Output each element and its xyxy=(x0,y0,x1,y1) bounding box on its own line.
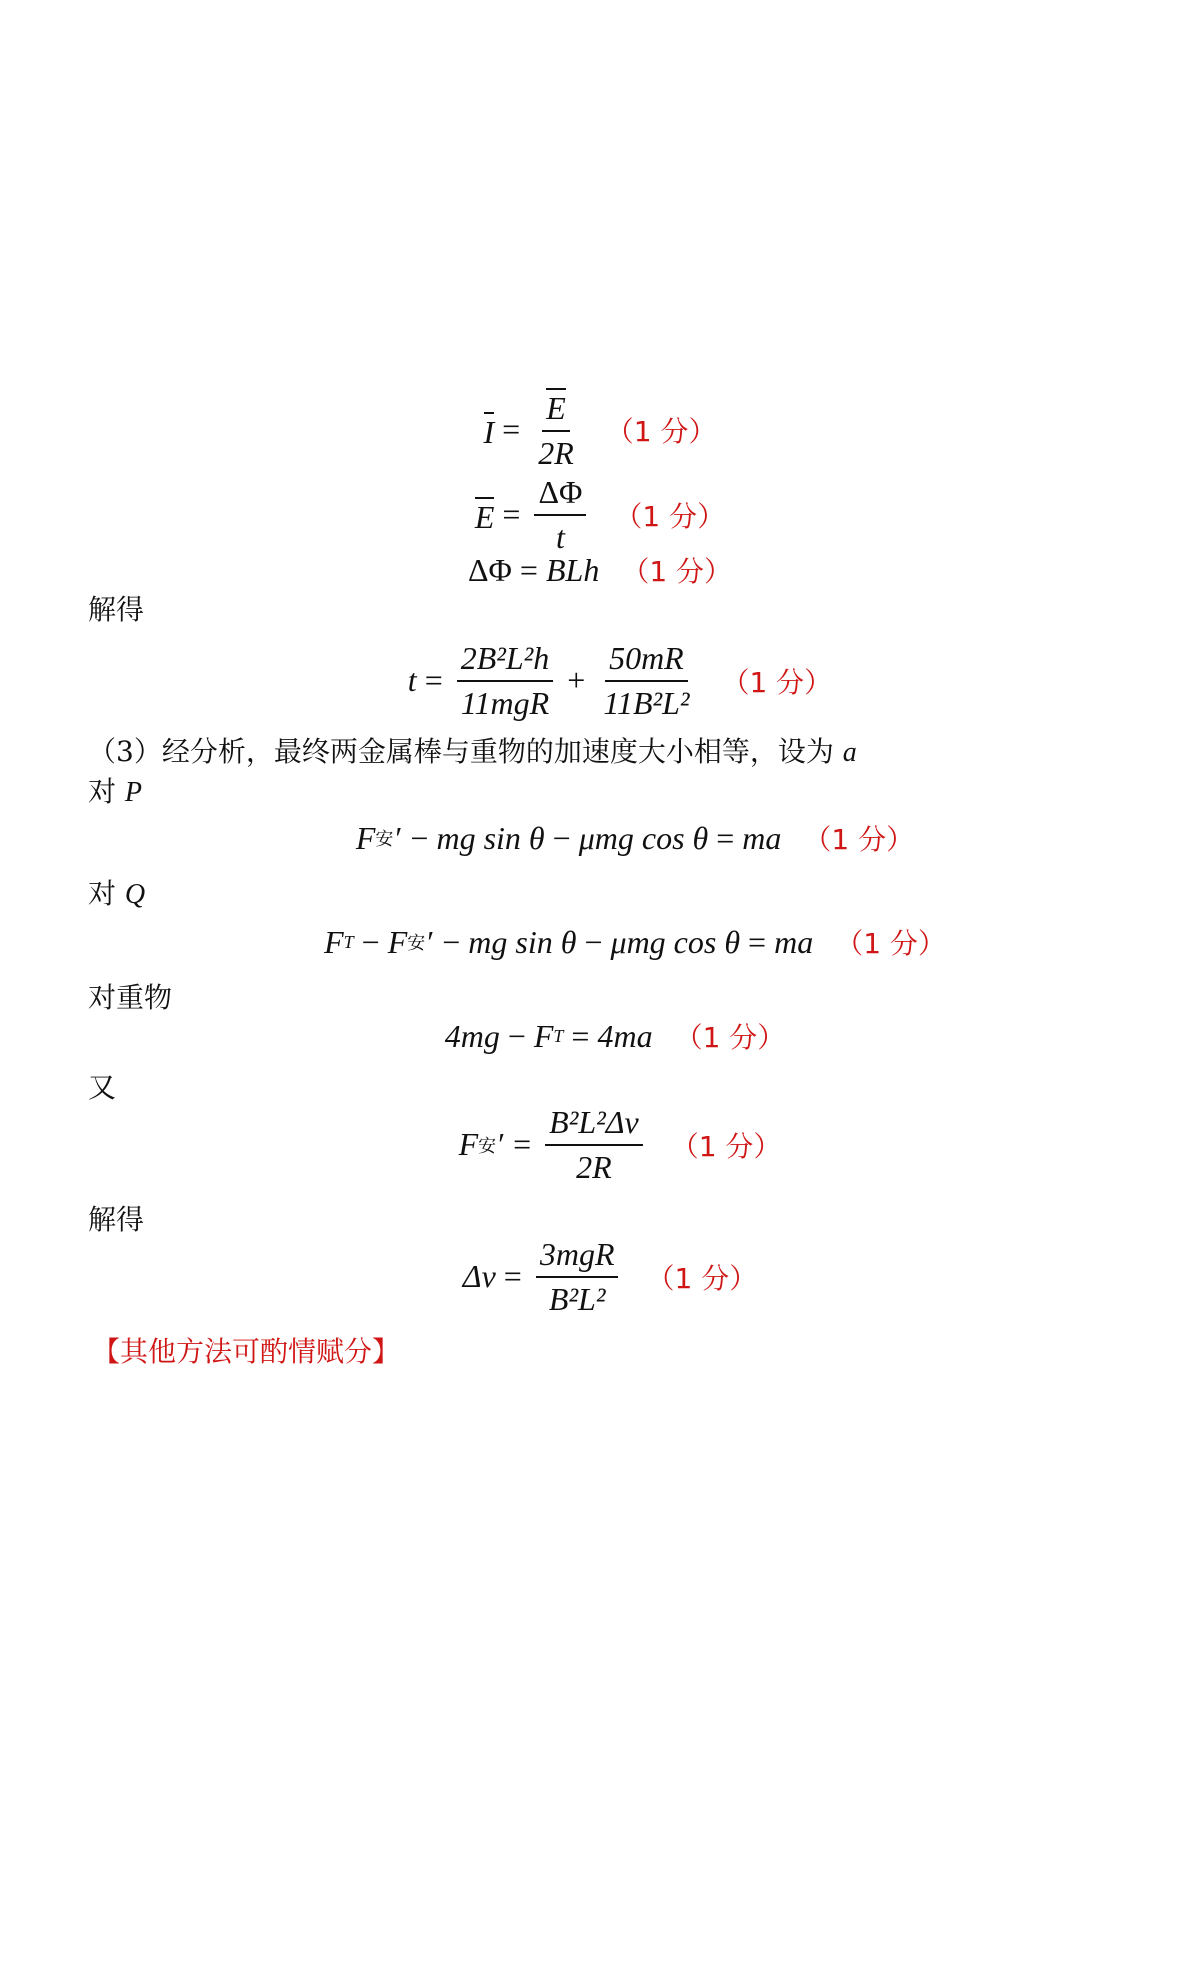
for-label: 对 xyxy=(88,877,117,910)
numerator-term2: 50mR xyxy=(605,640,688,682)
score-label: （1 分） xyxy=(674,1021,786,1054)
denominator-t: t xyxy=(555,518,565,555)
text-solve: 解得 xyxy=(88,593,145,626)
term-4mg: 4mg xyxy=(444,1017,500,1054)
term-mgsin: mg sin θ xyxy=(436,819,545,856)
note-other-methods: 【其他方法可酌情赋分】 xyxy=(92,1335,401,1368)
sub-an: 安 xyxy=(375,829,394,849)
equation-Q: F T − F 安 ′ − mg sin θ − μmg cos θ = ma （1 分） xyxy=(324,923,946,960)
equation-flux: ΔΦ = BLh （1 分） xyxy=(467,551,733,588)
term-ma: ma xyxy=(742,819,782,856)
var-BLh: BLh xyxy=(545,551,600,588)
score-label: （1 分） xyxy=(621,555,733,588)
var-F: F xyxy=(355,819,376,856)
score-label: （1 分） xyxy=(646,1261,758,1295)
var-E: E xyxy=(474,498,495,535)
fraction-dphi-over-t xyxy=(534,474,586,556)
numerator-dphi: ΔΦ xyxy=(534,474,586,516)
equation-dv: Δv = $\frac{\text{3mgR}}{\text{B²L²}}$ （1 分） xyxy=(462,1236,758,1317)
var-E: E xyxy=(546,390,566,426)
sub-T: T xyxy=(553,1025,564,1046)
var-Q: Q xyxy=(124,879,146,910)
fraction-E-over-2R xyxy=(534,388,578,472)
denominator-dv: B²L² xyxy=(548,1280,606,1317)
text-for-weight: 对重物 xyxy=(88,981,173,1014)
text-solve: 解得 xyxy=(88,1203,145,1236)
sub-T: T xyxy=(343,931,354,952)
var-F: F xyxy=(387,923,408,960)
score-label: （1 分） xyxy=(803,823,915,856)
score-label: （1 分） xyxy=(670,1129,782,1163)
denominator-force: 2R xyxy=(576,1148,612,1185)
equation-P: F 安 ′ − mg sin θ − μmg cos θ = ma （1 分） xyxy=(355,819,915,856)
fraction-force xyxy=(545,1104,643,1186)
text-part3 xyxy=(88,730,857,770)
term-4ma: 4ma xyxy=(597,1017,653,1054)
text-for-Q xyxy=(88,872,145,912)
for-label: 对 xyxy=(88,775,117,808)
sub-an: 安 xyxy=(478,1135,497,1156)
fraction-term1 xyxy=(457,640,554,722)
var-dv: Δv xyxy=(462,1258,496,1295)
var-I: I xyxy=(483,413,495,450)
term-ma: ma xyxy=(774,923,814,960)
numerator-force: B²L²Δv xyxy=(545,1104,643,1146)
equation-time: t = $\frac{\text{2B²L²h}}{\text{11mgR}}$ + $\frac{50mR}{\text{11B²L²}}$ （1 分） xyxy=(407,640,833,721)
term-umgcos: μmg cos θ xyxy=(610,923,741,960)
sub-an: 安 xyxy=(407,933,426,953)
var-P: P xyxy=(124,777,143,808)
score-label: （1 分） xyxy=(721,665,833,699)
score-label: （1 分） xyxy=(605,414,717,448)
var-dphi: ΔΦ xyxy=(467,551,512,588)
denominator-term1: 11mgR xyxy=(460,684,550,721)
equation-emf: E = $\frac{\Delta\Phi}{t}$ （1 分） xyxy=(474,474,726,555)
var-FT: F xyxy=(324,923,344,960)
text-for-P xyxy=(88,770,142,810)
text-also: 又 xyxy=(88,1071,117,1104)
var-t: t xyxy=(407,662,417,699)
part3-text: （3）经分析，最终两金属棒与重物的加速度大小相等，设为 xyxy=(88,735,834,768)
equation-force: F 安 ′ = $\frac{\text{B²L²Δv}}{2R}$ （1 分） xyxy=(458,1104,782,1185)
denominator-term2: 11B²L² xyxy=(603,684,690,721)
term-mgsin: mg sin θ xyxy=(468,923,577,960)
score-label: （1 分） xyxy=(835,927,946,960)
equation-weight: 4mg − F T = 4ma （1 分） xyxy=(444,1017,786,1054)
fraction-term2 xyxy=(599,640,693,722)
fraction-dv xyxy=(536,1236,619,1318)
numerator-term1: 2B²L²h xyxy=(457,640,554,682)
var-FT: F xyxy=(533,1017,554,1054)
var-F: F xyxy=(458,1126,479,1163)
term-umgcos: μmg cos θ xyxy=(578,819,709,856)
denominator-2R: 2R xyxy=(538,434,574,471)
numerator-dv: 3mgR xyxy=(536,1236,619,1278)
score-label: （1 分） xyxy=(614,499,726,533)
equation-current: I = $\frac{E}{2R}$ （1 分） xyxy=(483,390,717,471)
var-a: a xyxy=(842,737,857,768)
